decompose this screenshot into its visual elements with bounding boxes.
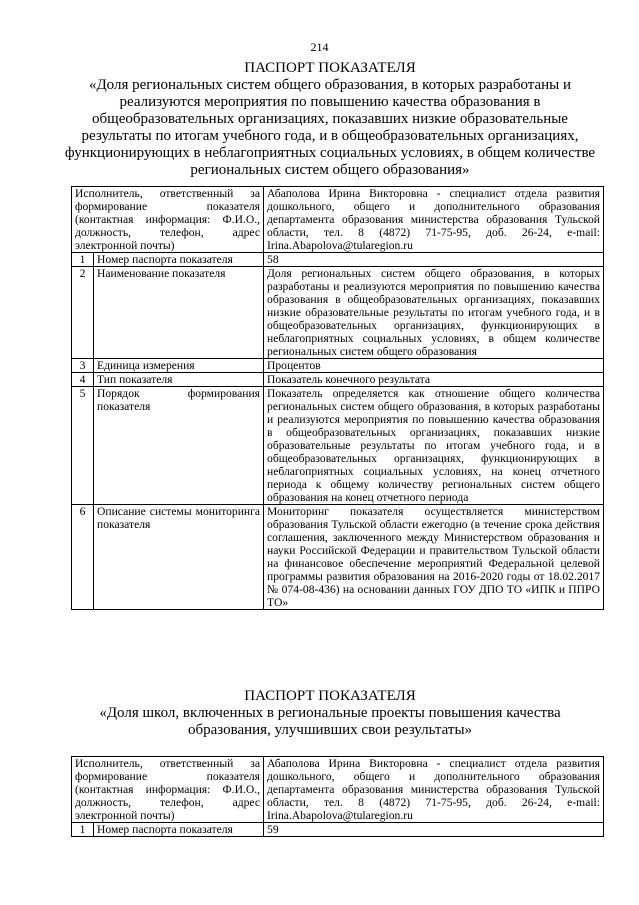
passport-heading: ПАСПОРТ ПОКАЗАТЕЛЯ <box>244 688 416 704</box>
executor-value: Абаполова Ирина Викторовна - специалист отдела развития дошкольного, общего и дополнительного образования департамента образования министерства образования Тульской области, тел. 8 (4872) 71-75-95, доб. 26-24, e-mail: Irina.Abapolova@tularegion.ru <box>264 187 604 253</box>
passport-table <box>71 186 604 610</box>
row-number: 2 <box>72 267 94 359</box>
table-row <box>72 253 604 267</box>
executor-label: Исполнитель, ответственный за формирование показателя (контактная информация: Ф.И.О., должность, телефон, адрес электронной почты) <box>72 187 264 253</box>
passport-title-block <box>60 60 600 179</box>
row-value: Мониторинг показателя осуществляется министерством образования Тульской области ежегодно (в течение срока действия соглашения, заключенного между Министерством образования и науки Российской Федерации и правительством Тульской области на финансовое обеспечение мероприятий Федеральной целевой программы развития образования на 2016-2020 годы от 18.02.2017 № 074-08-436) на основании данных ГОУ ДПО ТО «ИПК и ППРО ТО» <box>264 505 604 610</box>
passport-table <box>71 756 604 837</box>
row-value: Доля региональных систем общего образования, в которых разработаны и реализуются мероприятия по повышению качества образования в общеобразовательных организациях, показавших низкие образовательные результаты по итогам учебного года, и в общеобразовательных организациях, функционирующих в неблагоприятных социальных условиях, в общем количестве региональных систем общего образования <box>264 267 604 359</box>
page-number: 214 <box>310 40 329 54</box>
row-label: Тип показателя <box>94 373 264 387</box>
row-value: 59 <box>264 823 604 837</box>
row-value: 58 <box>264 253 604 267</box>
table-row <box>72 359 604 373</box>
row-label: Номер паспорта показателя <box>94 823 264 837</box>
table-row <box>72 267 604 359</box>
passport-title-block <box>60 688 600 739</box>
passport-heading: ПАСПОРТ ПОКАЗАТЕЛЯ <box>244 60 416 76</box>
indicator-title: «Доля школ, включенных в региональные проекты повышения качества образования, улучшивших свои результаты» <box>99 705 561 738</box>
row-label: Номер паспорта показателя <box>94 253 264 267</box>
row-label: Описание системы мониторинга показателя <box>94 505 264 610</box>
row-value: Показатель конечного результата <box>264 373 604 387</box>
row-value: Процентов <box>264 359 604 373</box>
row-label: Единица измерения <box>94 359 264 373</box>
row-label: Порядок формирования показателя <box>94 387 264 505</box>
row-label: Наименование показателя <box>94 267 264 359</box>
executor-value: Абаполова Ирина Викторовна - специалист отдела развития дошкольного, общего и дополнительного образования департамента образования министерства образования Тульской области, тел. 8 (4872) 71-75-95, доб. 26-24, e-mail: Irina.Abapolova@tularegion.ru <box>264 757 604 823</box>
row-number: 4 <box>72 373 94 387</box>
row-number: 5 <box>72 387 94 505</box>
row-number: 3 <box>72 359 94 373</box>
table-row <box>72 187 604 253</box>
row-number: 6 <box>72 505 94 610</box>
table-row <box>72 387 604 505</box>
row-number: 1 <box>72 253 94 267</box>
row-number: 1 <box>72 823 94 837</box>
table-row <box>72 823 604 837</box>
indicator-title: «Доля региональных систем общего образования, в которых разработаны и реализуются мероприятия по повышению качества образования в общеобразовательных организациях, показавших низкие образовательные результаты по итогам учебного года, и в общеобразовательных организациях, функционирующих в неблагоприятных социальных условиях, в общем количестве региональных систем общего образования» <box>64 77 596 178</box>
table-row <box>72 373 604 387</box>
table-row <box>72 505 604 610</box>
executor-label: Исполнитель, ответственный за формирование показателя (контактная информация: Ф.И.О., должность, телефон, адрес электронной почты) <box>72 757 264 823</box>
row-value: Показатель определяется как отношение общего количества региональных систем общего образования, в которых разработаны и реализуются мероприятия по повышению качества образования в общеобразовательных организациях, показавших низкие образовательные результаты по итогам учебного года, и в общеобразовательных организациях, функционирующих в неблагоприятных социальных условиях, на конец отчетного периода к общему количеству региональных систем общего образования на конец отчетного периода <box>264 387 604 505</box>
table-row <box>72 757 604 823</box>
